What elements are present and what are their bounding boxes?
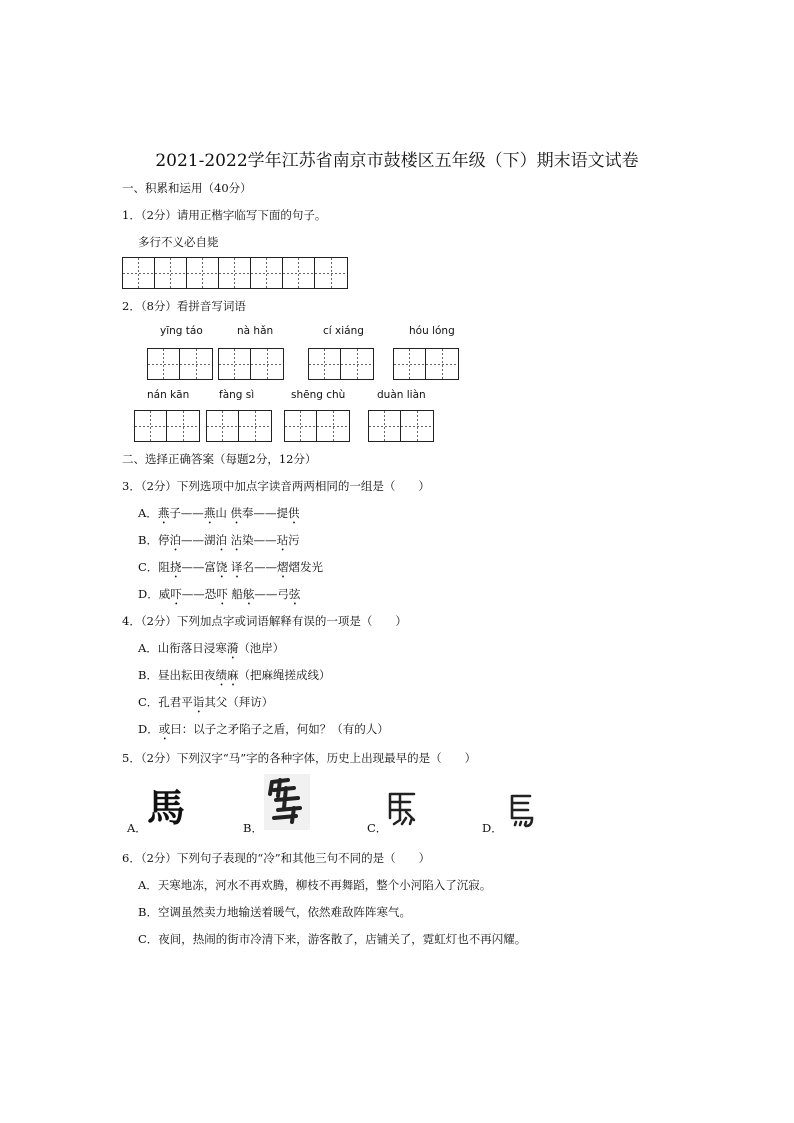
- grid-cell[interactable]: [251, 349, 283, 379]
- option-text: A．山衔落日浸寒: [138, 641, 227, 655]
- grid-cell[interactable]: [285, 411, 317, 441]
- grid-cell[interactable]: [401, 411, 433, 441]
- dotted-char: 沾: [230, 533, 243, 547]
- option-text: 威: [158, 587, 171, 601]
- dotted-char: 燕: [203, 506, 216, 520]
- grid-cell[interactable]: [180, 349, 212, 379]
- q4-option-b[interactable]: [138, 667, 330, 689]
- option-text: （池岸）: [238, 641, 285, 655]
- section-2-heading: 二、选择正确答案（每题2分，12分）: [122, 452, 317, 466]
- option-text: 停: [157, 533, 170, 547]
- pinyin-label: nà hǎn: [237, 325, 274, 337]
- option-text: ——弓: [254, 587, 289, 601]
- grid-cell[interactable]: [369, 411, 401, 441]
- section-1-heading: 一、积累和运用（40分）: [122, 181, 252, 195]
- answer-grid[interactable]: [147, 348, 213, 380]
- horse-glyph-seal-script: [386, 790, 420, 826]
- option-text: 船: [227, 587, 243, 601]
- grid-cell[interactable]: [187, 258, 219, 288]
- grid-cell[interactable]: [341, 349, 373, 379]
- option-letter: D．: [138, 587, 159, 601]
- option-letter: A．: [138, 506, 158, 520]
- dotted-char: 吓: [170, 587, 182, 601]
- grid-cell[interactable]: [426, 349, 458, 379]
- dotted-char: 绩麻: [215, 668, 239, 682]
- grid-cell[interactable]: [207, 411, 239, 441]
- option-text: 其父（拜访）: [204, 695, 274, 709]
- grid-cell[interactable]: [309, 349, 341, 379]
- option-text: 奉——提: [241, 506, 288, 520]
- grid-cell[interactable]: [155, 258, 187, 288]
- grid-cell[interactable]: [135, 411, 167, 441]
- q3-option-a[interactable]: [138, 505, 299, 527]
- dotted-char: 燕: [157, 506, 170, 520]
- dotted-char: 泊: [215, 533, 227, 547]
- grid-cell[interactable]: [123, 258, 155, 288]
- pinyin-label: shēng chù: [291, 389, 346, 401]
- q6-stem: 6．（2分）下列句子表现的“冷”和其他三句不同的是（ ）: [122, 851, 431, 865]
- q5-option-c-label[interactable]: C．: [367, 821, 388, 835]
- answer-grid[interactable]: [134, 410, 200, 442]
- page-title: 2021-2022学年江苏省南京市鼓楼区五年级（下）期末语文试卷: [155, 151, 639, 171]
- grid-cell[interactable]: [315, 258, 347, 288]
- answer-grid[interactable]: [284, 410, 350, 442]
- grid-cell[interactable]: [219, 258, 251, 288]
- q3-stem: 3．（2分）下列选项中加点字读音两两相同的一组是（ ）: [122, 479, 430, 493]
- q2-stem: 2．（8分）看拼音写词语: [122, 299, 246, 313]
- option-text: ——富: [181, 560, 216, 574]
- option-text: 污: [288, 533, 300, 547]
- horse-glyph-clerical: [504, 792, 536, 830]
- grid-cell[interactable]: [394, 349, 426, 379]
- q3-option-b[interactable]: [138, 532, 300, 554]
- answer-grid[interactable]: [368, 410, 434, 442]
- option-text: 阻: [158, 560, 170, 574]
- dotted-char: 诣: [192, 695, 205, 709]
- option-text: D．: [138, 722, 159, 736]
- grid-cell[interactable]: [239, 411, 271, 441]
- dotted-char: 漪: [226, 641, 239, 655]
- pinyin-label: yīng táo: [160, 325, 203, 337]
- horse-glyph-regular: 馬: [147, 785, 186, 830]
- pinyin-label: cí xiáng: [323, 325, 364, 337]
- q4-option-d[interactable]: [138, 721, 389, 743]
- q1-writing-grid[interactable]: [122, 257, 348, 289]
- pinyin-label: fàng sì: [219, 389, 255, 401]
- q6-option-a[interactable]: A．天寒地冻，河水不再欢腾，柳枝不再舞蹈，整个小河陷入了沉寂。: [138, 878, 492, 892]
- q1-stem: 1．（2分）请用正楷字临写下面的句子。: [122, 208, 327, 222]
- q3-option-c[interactable]: [138, 559, 323, 581]
- option-text: B．昼出耘田夜: [138, 668, 216, 682]
- pinyin-label: nán kān: [147, 389, 190, 401]
- option-text: （把麻绳搓成线）: [238, 668, 331, 682]
- option-text: 子——: [169, 506, 204, 520]
- q6-option-c[interactable]: C．夜间，热闹的街市冷清下来，游客散了，店铺关了，霓虹灯也不再闪耀。: [138, 932, 527, 946]
- q5-stem: 5．（2分）下列汉字“马”字的各种字体，历史上出现最早的是（ ）: [122, 751, 477, 765]
- option-text: 山: [215, 506, 231, 520]
- dotted-char: 译: [230, 560, 243, 574]
- pinyin-label: hóu lóng: [409, 325, 455, 337]
- grid-cell[interactable]: [251, 258, 283, 288]
- option-text: ——恐: [181, 587, 217, 601]
- option-text: ——湖: [180, 533, 216, 547]
- option-text: 名——: [242, 560, 277, 574]
- dotted-char: 供: [287, 506, 300, 520]
- q4-option-a[interactable]: [138, 640, 284, 662]
- dotted-char: 舷: [242, 587, 255, 601]
- dotted-char: 吓: [216, 587, 228, 601]
- dotted-char: 或: [158, 722, 171, 736]
- answer-grid[interactable]: [206, 410, 272, 442]
- q5-option-d-label[interactable]: D．: [482, 821, 503, 835]
- dotted-char: 泊: [169, 533, 181, 547]
- answer-grid[interactable]: [308, 348, 374, 380]
- option-text: 染——: [242, 533, 277, 547]
- horse-glyph-oracle-bone: [264, 774, 310, 830]
- grid-cell[interactable]: [317, 411, 349, 441]
- answer-grid[interactable]: [218, 348, 284, 380]
- dotted-char: 熠: [276, 560, 289, 574]
- option-letter: B．: [138, 533, 158, 547]
- option-text: 熠发光: [288, 560, 323, 574]
- grid-cell[interactable]: [219, 349, 251, 379]
- option-text: C．孔君平: [138, 695, 193, 709]
- dotted-char: 挠: [169, 560, 182, 574]
- dotted-char: 玷: [276, 533, 289, 547]
- dotted-char: 供: [230, 506, 242, 520]
- grid-cell[interactable]: [283, 258, 315, 288]
- q5-option-b-label[interactable]: B．: [243, 821, 263, 835]
- option-text: 曰：以子之矛陷子之盾，何如？（有的人）: [170, 722, 389, 736]
- dotted-char: 弦: [288, 587, 301, 601]
- q5-option-a-label[interactable]: A．: [127, 821, 147, 835]
- pinyin-label: duàn liàn: [377, 389, 426, 401]
- dotted-char: 饶: [215, 560, 228, 574]
- grid-cell[interactable]: [148, 349, 180, 379]
- grid-cell[interactable]: [167, 411, 199, 441]
- q1-sentence: 多行不义必自毙: [138, 235, 219, 249]
- q3-option-d[interactable]: [138, 586, 300, 608]
- q4-stem: 4．（2分）下列加点字或词语解释有误的一项是（ ）: [122, 614, 407, 628]
- q6-option-b[interactable]: B．空调虽然卖力地输送着暖气，依然难敌阵阵寒气。: [138, 905, 411, 919]
- option-letter: C．: [138, 560, 159, 574]
- answer-grid[interactable]: [393, 348, 459, 380]
- q4-option-c[interactable]: [138, 694, 273, 716]
